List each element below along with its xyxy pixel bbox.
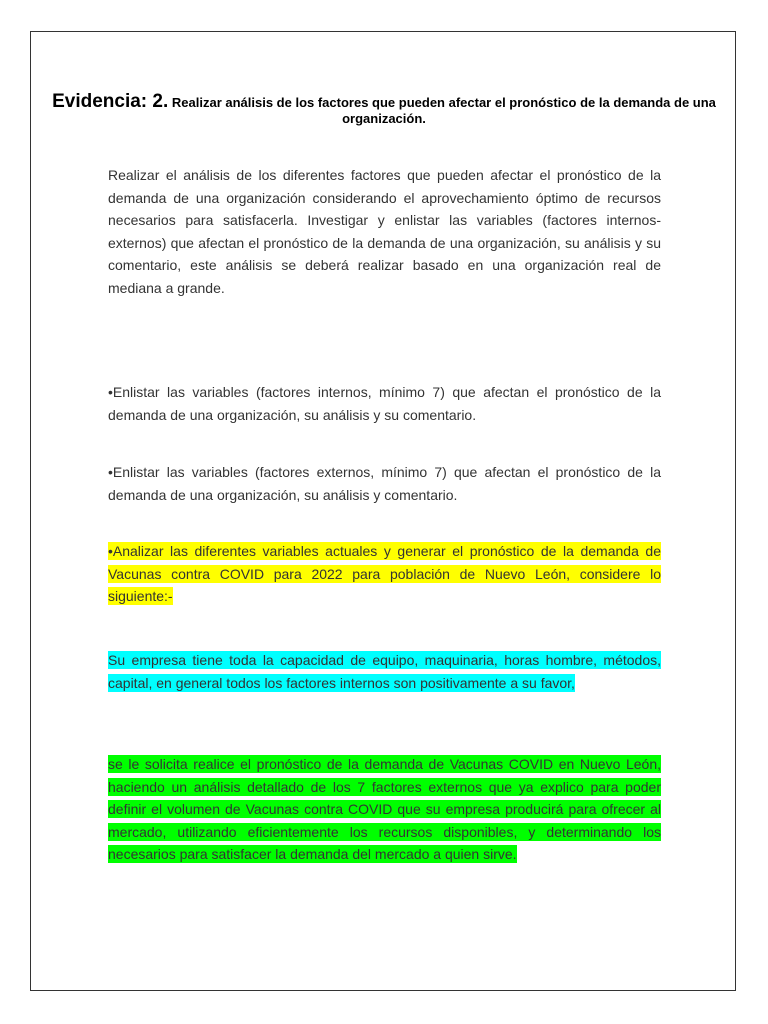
title-prefix: Evidencia: 2. [52,91,169,112]
internal-factors-item [108,381,661,426]
internal-factors-text: •Enlistar las variables (factores internos, mínimo 7) que afectan el pronóstico de la demanda de una organización, su análisis y su comentario. [108,384,661,423]
highlight-green-text: se le solicita realice el pronóstico de la demanda de Vacunas COVID en Nuevo León, haciendo un análisis detallado de los 7 factores externos que ya explico para poder definir el volumen de Vacunas contra COVID que su empresa producirá para ofrecer al mercado, utilizando eficientemente los recursos disponibles, y determinando los necesarios para satisfacer la demanda del mercado a quien sirve. [108,756,661,862]
intro-paragraph [108,164,661,299]
intro-text: Realizar el análisis de los diferentes factores que pueden afectar el pronóstico de la demanda de una organización considerando el aprovechamiento óptimo de recursos necesarios para satisfacerla. Investigar y enlistar las variables (factores internos-externos) que afectan el pronóstico de la demanda de una organización, su análisis y su comentario, este análisis se deberá realizar basado en una organización real de mediana a grande. [108,167,661,296]
title-text: Realizar análisis de los factores que pueden afectar el pronóstico de la demanda de una organización. [171,95,716,126]
external-factors-item [108,461,661,506]
forecast-instruction [108,540,661,608]
external-factors-text: •Enlistar las variables (factores externos, mínimo 7) que afectan el pronóstico de la demanda de una organización, su análisis y comentario. [108,464,661,503]
document-title [31,91,737,127]
request-paragraph [108,753,661,866]
highlight-yellow-text: •Analizar las diferentes variables actuales y generar el pronóstico de la demanda de Vacunas contra COVID para 2022 para población de Nuevo León, considere lo siguiente:- [108,543,661,604]
highlight-cyan-text: Su empresa tiene toda la capacidad de equipo, maquinaria, horas hombre, métodos, capital, en general todos los factores internos son positivamente a su favor, [108,652,661,691]
capacity-statement [108,649,661,694]
document-page [30,31,736,991]
